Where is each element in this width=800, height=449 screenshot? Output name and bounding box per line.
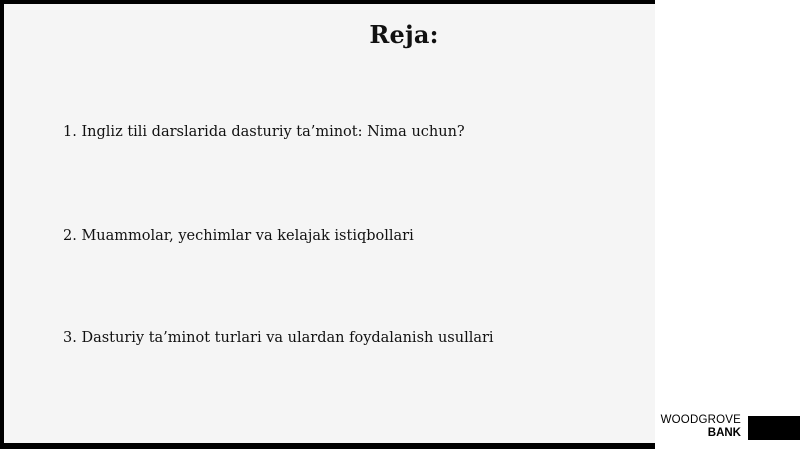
slide-content: [4, 4, 655, 443]
logo-line-bank: BANK: [707, 426, 741, 439]
logo-line-woodgrove: WOODGROVE: [660, 414, 741, 426]
black-block: [748, 416, 800, 440]
agenda-item-2: 2. Muammolar, yechimlar va kelajak istiqbollari: [63, 228, 414, 244]
slide-title: Reja:: [369, 20, 439, 49]
woodgrove-bank-logo: [659, 415, 741, 439]
agenda-item-3: 3. Dasturiy ta’minot turlari va ulardan foydalanish usullari: [63, 330, 494, 346]
agenda-item-1: 1. Ingliz tili darslarida dasturiy ta’minot: Nima uchun?: [63, 124, 465, 140]
